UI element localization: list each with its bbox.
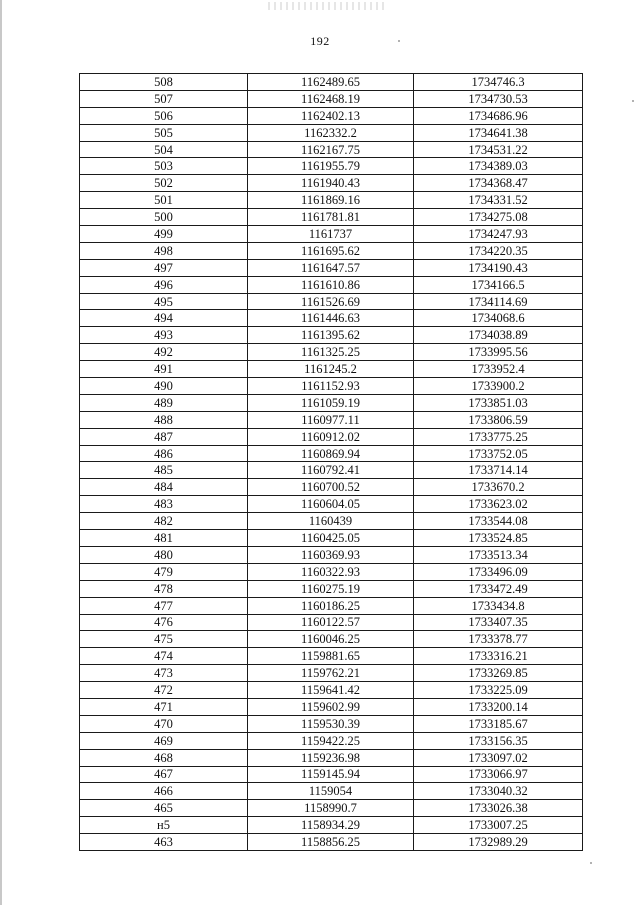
point-id-cell: 491 [80, 361, 248, 378]
y-coordinate-cell: 1734166.5 [414, 276, 583, 293]
point-id-cell: 474 [80, 648, 248, 665]
x-coordinate-cell: 1160604.05 [248, 496, 414, 513]
y-coordinate-cell: 1733900.2 [414, 378, 583, 395]
x-coordinate-cell: 1161395.62 [248, 327, 414, 344]
x-coordinate-cell: 1159602.99 [248, 698, 414, 715]
x-coordinate-cell: 1159530.39 [248, 715, 414, 732]
point-id-cell: 501 [80, 192, 248, 209]
scan-left-edge [0, 0, 2, 905]
point-id-cell: 499 [80, 226, 248, 243]
table-row [80, 445, 583, 462]
table-row [80, 175, 583, 192]
coordinates-table [79, 73, 583, 851]
point-id-cell: 466 [80, 783, 248, 800]
x-coordinate-cell: 1160700.52 [248, 479, 414, 496]
y-coordinate-cell: 1733097.02 [414, 749, 583, 766]
point-id-cell: 494 [80, 310, 248, 327]
y-coordinate-cell: 1733670.2 [414, 479, 583, 496]
x-coordinate-cell: 1160275.19 [248, 580, 414, 597]
y-coordinate-cell: 1733007.25 [414, 817, 583, 834]
point-id-cell: 502 [80, 175, 248, 192]
x-coordinate-cell: 1160869.94 [248, 445, 414, 462]
x-coordinate-cell: 1161955.79 [248, 158, 414, 175]
table-row [80, 158, 583, 175]
x-coordinate-cell: 1161737 [248, 226, 414, 243]
point-id-cell: 463 [80, 834, 248, 851]
y-coordinate-cell: 1734114.69 [414, 293, 583, 310]
scan-speck [590, 862, 592, 864]
coordinates-table-container [79, 73, 582, 851]
point-id-cell: 497 [80, 259, 248, 276]
y-coordinate-cell: 1733775.25 [414, 428, 583, 445]
point-id-cell: 486 [80, 445, 248, 462]
point-id-cell: 472 [80, 682, 248, 699]
y-coordinate-cell: 1733513.34 [414, 546, 583, 563]
y-coordinate-cell: 1734641.38 [414, 124, 583, 141]
x-coordinate-cell: 1160912.02 [248, 428, 414, 445]
y-coordinate-cell: 1734190.43 [414, 259, 583, 276]
y-coordinate-cell: 1734038.89 [414, 327, 583, 344]
table-row [80, 327, 583, 344]
point-id-cell: 465 [80, 800, 248, 817]
y-coordinate-cell: 1733434.8 [414, 597, 583, 614]
y-coordinate-cell: 1734389.03 [414, 158, 583, 175]
table-row [80, 614, 583, 631]
table-row [80, 209, 583, 226]
y-coordinate-cell: 1733200.14 [414, 698, 583, 715]
x-coordinate-cell: 1160369.93 [248, 546, 414, 563]
x-coordinate-cell: 1158856.25 [248, 834, 414, 851]
x-coordinate-cell: 1161059.19 [248, 394, 414, 411]
point-id-cell: 473 [80, 665, 248, 682]
x-coordinate-cell: 1162489.65 [248, 74, 414, 91]
point-id-cell: 493 [80, 327, 248, 344]
point-id-cell: 482 [80, 513, 248, 530]
point-id-cell: 505 [80, 124, 248, 141]
table-row [80, 293, 583, 310]
point-id-cell: 483 [80, 496, 248, 513]
point-id-cell: 469 [80, 732, 248, 749]
point-id-cell: 506 [80, 107, 248, 124]
y-coordinate-cell: 1733524.85 [414, 530, 583, 547]
table-row [80, 107, 583, 124]
x-coordinate-cell: 1159641.42 [248, 682, 414, 699]
x-coordinate-cell: 1161446.63 [248, 310, 414, 327]
x-coordinate-cell: 1161940.43 [248, 175, 414, 192]
y-coordinate-cell: 1733026.38 [414, 800, 583, 817]
table-row [80, 411, 583, 428]
table-row [80, 732, 583, 749]
x-coordinate-cell: 1158990.7 [248, 800, 414, 817]
table-row [80, 344, 583, 361]
point-id-cell: н5 [80, 817, 248, 834]
point-id-cell: 498 [80, 242, 248, 259]
x-coordinate-cell: 1161152.93 [248, 378, 414, 395]
table-row [80, 428, 583, 445]
point-id-cell: 492 [80, 344, 248, 361]
coordinates-table-body [80, 74, 583, 851]
x-coordinate-cell: 1161695.62 [248, 242, 414, 259]
x-coordinate-cell: 1159422.25 [248, 732, 414, 749]
table-row [80, 513, 583, 530]
y-coordinate-cell: 1734368.47 [414, 175, 583, 192]
x-coordinate-cell: 1158934.29 [248, 817, 414, 834]
point-id-cell: 496 [80, 276, 248, 293]
y-coordinate-cell: 1733378.77 [414, 631, 583, 648]
point-id-cell: 488 [80, 411, 248, 428]
x-coordinate-cell: 1162332.2 [248, 124, 414, 141]
table-row [80, 192, 583, 209]
table-row [80, 361, 583, 378]
table-row [80, 563, 583, 580]
y-coordinate-cell: 1733714.14 [414, 462, 583, 479]
table-row [80, 682, 583, 699]
y-coordinate-cell: 1734331.52 [414, 192, 583, 209]
y-coordinate-cell: 1733066.97 [414, 766, 583, 783]
point-id-cell: 481 [80, 530, 248, 547]
table-row [80, 276, 583, 293]
table-row [80, 631, 583, 648]
y-coordinate-cell: 1733544.08 [414, 513, 583, 530]
x-coordinate-cell: 1160186.25 [248, 597, 414, 614]
x-coordinate-cell: 1159054 [248, 783, 414, 800]
x-coordinate-cell: 1161869.16 [248, 192, 414, 209]
x-coordinate-cell: 1161781.81 [248, 209, 414, 226]
x-coordinate-cell: 1161647.57 [248, 259, 414, 276]
point-id-cell: 477 [80, 597, 248, 614]
x-coordinate-cell: 1162402.13 [248, 107, 414, 124]
scan-top-smudge [268, 2, 388, 10]
table-row [80, 74, 583, 91]
table-row [80, 580, 583, 597]
table-row [80, 665, 583, 682]
scan-speck [632, 100, 634, 102]
y-coordinate-cell: 1734730.53 [414, 90, 583, 107]
y-coordinate-cell: 1734247.93 [414, 226, 583, 243]
table-row [80, 597, 583, 614]
y-coordinate-cell: 1734068.6 [414, 310, 583, 327]
table-row [80, 698, 583, 715]
y-coordinate-cell: 1734531.22 [414, 141, 583, 158]
point-id-cell: 479 [80, 563, 248, 580]
point-id-cell: 489 [80, 394, 248, 411]
table-row [80, 479, 583, 496]
y-coordinate-cell: 1733185.67 [414, 715, 583, 732]
x-coordinate-cell: 1162167.75 [248, 141, 414, 158]
point-id-cell: 504 [80, 141, 248, 158]
x-coordinate-cell: 1159145.94 [248, 766, 414, 783]
table-row [80, 394, 583, 411]
y-coordinate-cell: 1734686.96 [414, 107, 583, 124]
x-coordinate-cell: 1160322.93 [248, 563, 414, 580]
point-id-cell: 484 [80, 479, 248, 496]
table-row [80, 749, 583, 766]
x-coordinate-cell: 1161325.25 [248, 344, 414, 361]
x-coordinate-cell: 1160792.41 [248, 462, 414, 479]
point-id-cell: 500 [80, 209, 248, 226]
y-coordinate-cell: 1733040.32 [414, 783, 583, 800]
x-coordinate-cell: 1161526.69 [248, 293, 414, 310]
point-id-cell: 476 [80, 614, 248, 631]
y-coordinate-cell: 1733225.09 [414, 682, 583, 699]
point-id-cell: 508 [80, 74, 248, 91]
point-id-cell: 471 [80, 698, 248, 715]
y-coordinate-cell: 1733995.56 [414, 344, 583, 361]
point-id-cell: 467 [80, 766, 248, 783]
x-coordinate-cell: 1162468.19 [248, 90, 414, 107]
table-row [80, 715, 583, 732]
x-coordinate-cell: 1160425.05 [248, 530, 414, 547]
point-id-cell: 480 [80, 546, 248, 563]
table-row [80, 546, 583, 563]
table-row [80, 817, 583, 834]
y-coordinate-cell: 1733806.59 [414, 411, 583, 428]
x-coordinate-cell: 1161245.2 [248, 361, 414, 378]
y-coordinate-cell: 1733952.4 [414, 361, 583, 378]
table-row [80, 834, 583, 851]
table-row [80, 124, 583, 141]
y-coordinate-cell: 1733156.35 [414, 732, 583, 749]
y-coordinate-cell: 1734746.3 [414, 74, 583, 91]
point-id-cell: 495 [80, 293, 248, 310]
page-number: 192 [310, 34, 330, 48]
table-row [80, 242, 583, 259]
x-coordinate-cell: 1160977.11 [248, 411, 414, 428]
y-coordinate-cell: 1732989.29 [414, 834, 583, 851]
point-id-cell: 470 [80, 715, 248, 732]
table-row [80, 378, 583, 395]
x-coordinate-cell: 1161610.86 [248, 276, 414, 293]
x-coordinate-cell: 1160046.25 [248, 631, 414, 648]
y-coordinate-cell: 1734275.08 [414, 209, 583, 226]
table-row [80, 226, 583, 243]
table-row [80, 648, 583, 665]
point-id-cell: 507 [80, 90, 248, 107]
table-row [80, 766, 583, 783]
y-coordinate-cell: 1733316.21 [414, 648, 583, 665]
point-id-cell: 468 [80, 749, 248, 766]
point-id-cell: 478 [80, 580, 248, 597]
y-coordinate-cell: 1733472.49 [414, 580, 583, 597]
point-id-cell: 487 [80, 428, 248, 445]
table-row [80, 310, 583, 327]
table-row [80, 783, 583, 800]
y-coordinate-cell: 1733269.85 [414, 665, 583, 682]
y-coordinate-cell: 1733496.09 [414, 563, 583, 580]
y-coordinate-cell: 1733851.03 [414, 394, 583, 411]
x-coordinate-cell: 1160439 [248, 513, 414, 530]
y-coordinate-cell: 1733752.05 [414, 445, 583, 462]
table-row [80, 800, 583, 817]
table-row [80, 496, 583, 513]
y-coordinate-cell: 1733407.35 [414, 614, 583, 631]
y-coordinate-cell: 1733623.02 [414, 496, 583, 513]
x-coordinate-cell: 1159881.65 [248, 648, 414, 665]
x-coordinate-cell: 1159236.98 [248, 749, 414, 766]
point-id-cell: 503 [80, 158, 248, 175]
point-id-cell: 475 [80, 631, 248, 648]
table-row [80, 530, 583, 547]
x-coordinate-cell: 1159762.21 [248, 665, 414, 682]
table-row [80, 259, 583, 276]
table-row [80, 141, 583, 158]
point-id-cell: 485 [80, 462, 248, 479]
table-row [80, 90, 583, 107]
y-coordinate-cell: 1734220.35 [414, 242, 583, 259]
x-coordinate-cell: 1160122.57 [248, 614, 414, 631]
point-id-cell: 490 [80, 378, 248, 395]
table-row [80, 462, 583, 479]
